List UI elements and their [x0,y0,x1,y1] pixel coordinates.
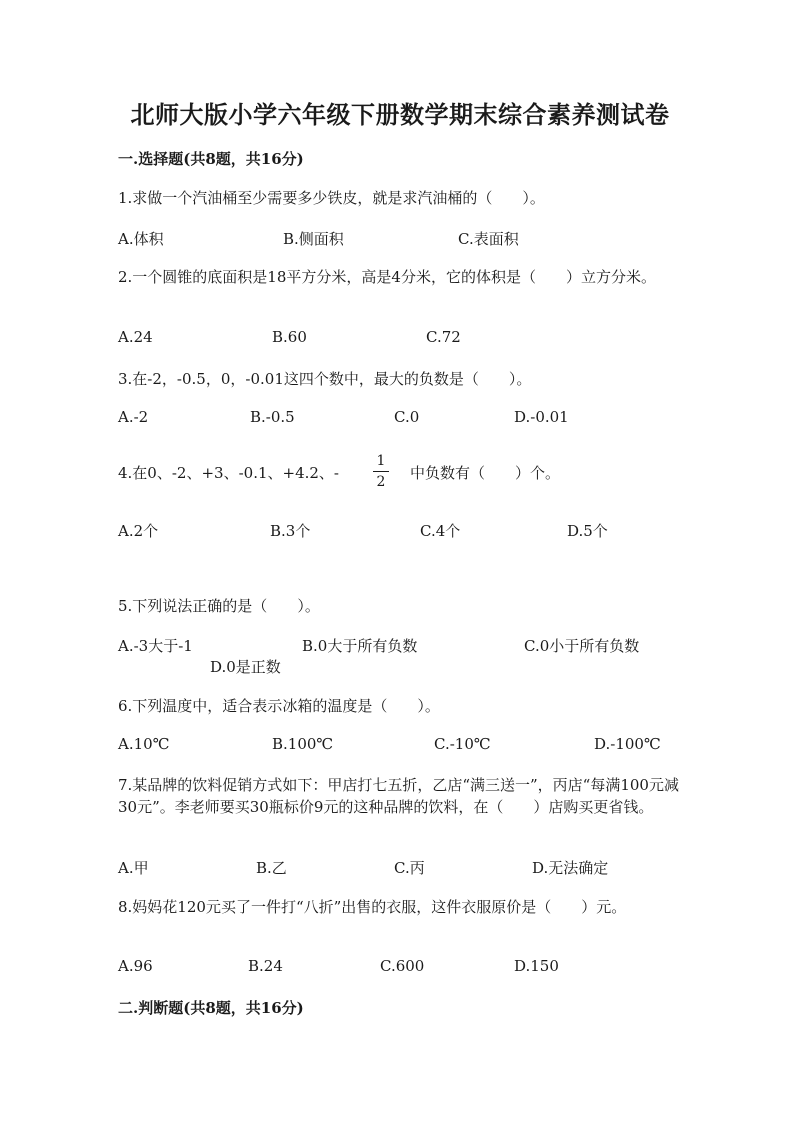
fraction-denominator: 2 [376,474,386,490]
q4-option-c[interactable]: C.4个 [420,522,461,540]
fraction-numerator: 1 [376,453,386,469]
question-4-text-after: 中负数有（ ）个。 [410,464,561,482]
q5-option-c[interactable]: C.0小于所有负数 [524,637,640,655]
fraction-bar [373,471,389,472]
q2-option-b[interactable]: B.60 [272,328,307,346]
q4-option-b[interactable]: B.3个 [270,522,311,540]
q7-option-a[interactable]: A.甲 [118,859,149,877]
q6-option-b[interactable]: B.100℃ [272,735,334,753]
q7-option-c[interactable]: C.丙 [394,859,425,877]
q1-option-b[interactable]: B.侧面积 [283,230,344,248]
q8-option-a[interactable]: A.96 [118,957,153,975]
q8-option-d[interactable]: D.150 [514,957,559,975]
q2-option-c[interactable]: C.72 [426,328,461,346]
q1-option-a[interactable]: A.体积 [118,230,164,248]
q3-option-a[interactable]: A.-2 [118,408,149,426]
page-title: 北师大版小学六年级下册数学期末综合素养测试卷 [130,100,670,129]
q7-option-b[interactable]: B.乙 [256,859,287,877]
section-heading-judgement: 二.判断题(共8题，共16分) [118,999,304,1017]
question-1: 1.求做一个汽油桶至少需要多少铁皮，就是求汽油桶的（ ）。 [118,189,545,207]
q2-option-a[interactable]: A.24 [118,328,153,346]
q3-option-d[interactable]: D.-0.01 [514,408,569,426]
q6-option-c[interactable]: C.-10℃ [434,735,491,753]
question-7: 7.某品牌的饮料促销方式如下：甲店打七五折，乙店“满三送一”，丙店“每满100元减30元”。李老师要买30瓶标价9元的这种品牌的饮料，在（ ）店购买更省钱。 [118,776,679,816]
q8-option-b[interactable]: B.24 [248,957,283,975]
q5-option-b[interactable]: B.0大于所有负数 [302,637,418,655]
q3-option-b[interactable]: B.-0.5 [250,408,295,426]
question-8: 8.妈妈花120元买了一件打“八折”出售的衣服，这件衣服原价是（ ）元。 [118,898,627,916]
q6-option-d[interactable]: D.-100℃ [594,735,661,753]
q6-option-a[interactable]: A.10℃ [118,735,170,753]
q1-option-c[interactable]: C.表面积 [458,230,519,248]
fraction-one-half [373,452,389,491]
question-5: 5.下列说法正确的是（ ）。 [118,597,320,615]
q8-option-c[interactable]: C.600 [380,957,425,975]
q5-option-d[interactable]: D.0是正数 [210,658,281,676]
question-2: 2.一个圆锥的底面积是18平方分米，高是4分米，它的体积是（ ）立方分米。 [118,268,656,286]
q3-option-c[interactable]: C.0 [394,408,420,426]
section-heading-choice: 一.选择题(共8题，共16分) [118,150,304,168]
q7-option-d[interactable]: D.无法确定 [532,859,609,877]
question-6: 6.下列温度中，适合表示冰箱的温度是（ ）。 [118,697,440,715]
q4-option-d[interactable]: D.5个 [567,522,608,540]
question-4-text-before: 4.在0、-2、+3、-0.1、+4.2、- [118,464,339,482]
question-3: 3.在-2，-0.5，0，-0.01这四个数中，最大的负数是（ ）。 [118,370,532,388]
q4-option-a[interactable]: A.2个 [118,522,159,540]
q5-option-a[interactable]: A.-3大于-1 [118,637,193,655]
